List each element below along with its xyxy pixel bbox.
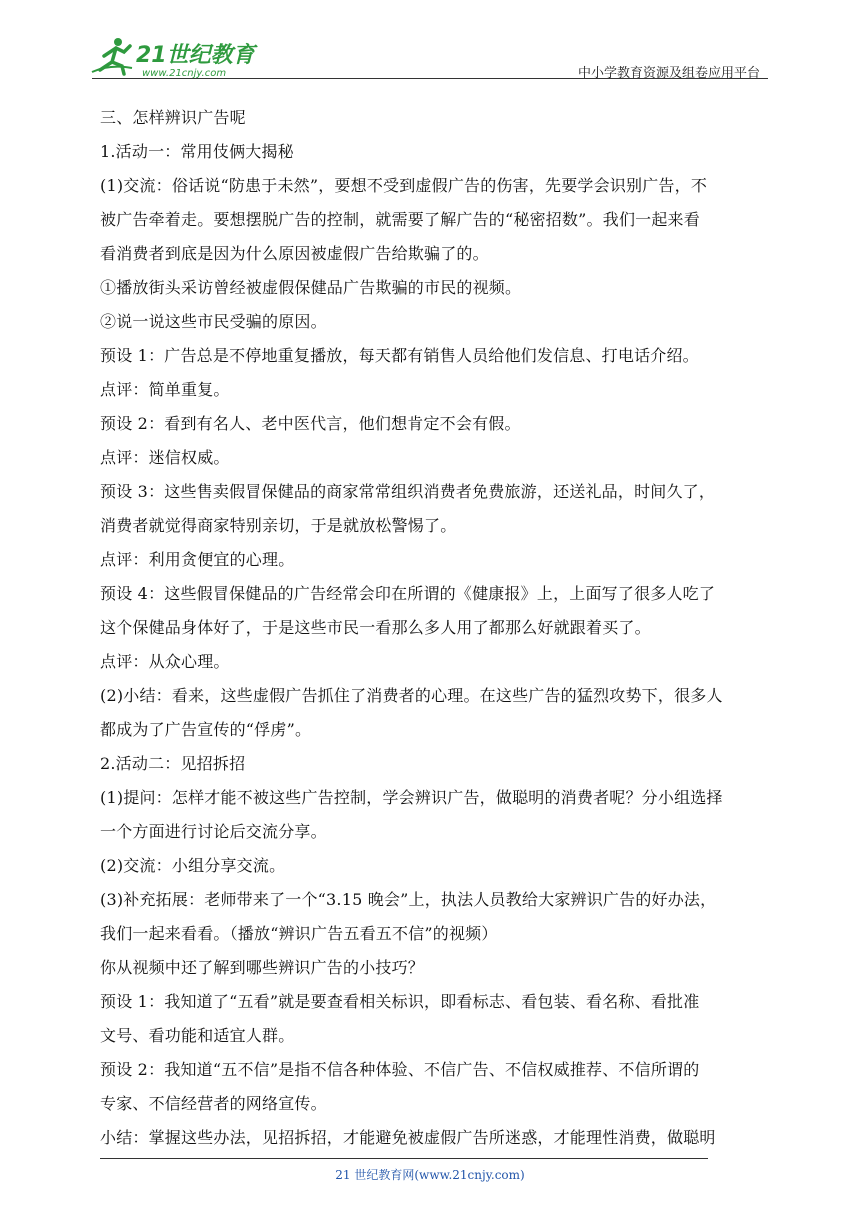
text-line: (3)补充拓展：老师带来了一个“3.15 晚会”上，执法人员教给大家辨识广告的好办法， — [100, 890, 717, 909]
text-line: 预设 1：广告总是不停地重复播放，每天都有销售人员给他们发信息、打电话介绍。 — [100, 346, 699, 365]
text-line: (1)提问：怎样才能不被这些广告控制，学会辨识广告，做聪明的消费者呢？分小组选择 — [100, 788, 723, 807]
platform-title: 中小学教育资源及组卷应用平台 — [577, 66, 760, 81]
header-divider — [92, 78, 768, 79]
text-line: 预设 4：这些假冒保健品的广告经常会印在所谓的《健康报》上，上面写了很多人吃了 — [100, 584, 716, 603]
text-line: 都成为了广告宣传的“俘虏”。 — [100, 720, 312, 739]
text-line: ②说一说这些市民受骗的原因。 — [100, 312, 327, 331]
text-line: 我们一起来看看。（播放“辨识广告五看五不信”的视频） — [100, 924, 498, 943]
text-line: 预设 3：这些售卖假冒保健品的商家常常组织消费者免费旅游，还送礼品，时间久了， — [100, 482, 716, 501]
text-line: 三、怎样辨识广告呢 — [100, 108, 246, 127]
footer-link[interactable]: 21 世纪教育网(www.21cnjy.com) — [335, 1168, 525, 1182]
text-line: 被广告牵着走。要想摆脱广告的控制，就需要了解广告的“秘密招数”。我们一起来看 — [100, 210, 700, 229]
text-line: 看消费者到底是因为什么原因被虚假广告给欺骗了的。 — [100, 244, 489, 263]
text-line: (2)交流：小组分享交流。 — [100, 856, 286, 875]
document-body — [100, 101, 764, 1155]
text-line: 预设 1：我知道了“五看”就是要查看相关标识，即看标志、看包装、看名称、看批准 — [100, 992, 700, 1011]
text-line: 点评：迷信权威。 — [100, 448, 230, 467]
text-line: ①播放街头采访曾经被虚假保健品广告欺骗的市民的视频。 — [100, 278, 522, 297]
text-line: 文号、看功能和适宜人群。 — [100, 1026, 295, 1045]
logo-text: 21世纪教育 — [136, 43, 255, 68]
text-line: 小结：掌握这些办法，见招拆招，才能避免被虚假广告所迷惑，才能理性消费，做聪明 — [100, 1128, 716, 1147]
text-line: 专家、不信经营者的网络宣传。 — [100, 1094, 327, 1113]
text-line: 预设 2：看到有名人、老中医代言，他们想肯定不会有假。 — [100, 414, 521, 433]
text-line: 2.活动二：见招拆招 — [100, 754, 246, 773]
text-line: 预设 2：我知道“五不信”是指不信各种体验、不信广告、不信权威推荐、不信所谓的 — [100, 1060, 700, 1079]
page-header — [90, 28, 770, 80]
text-line: 一个方面进行讨论后交流分享。 — [100, 822, 327, 841]
logo-url: www.21cnjy.com — [142, 68, 227, 79]
text-line: 点评：从众心理。 — [100, 652, 230, 671]
runner-icon — [92, 38, 132, 74]
text-line: 消费者就觉得商家特别亲切，于是就放松警惕了。 — [100, 516, 457, 535]
text-line: 点评：利用贪便宜的心理。 — [100, 550, 295, 569]
text-line: 这个保健品身体好了，于是这些市民一看那么多人用了都那么好就跟着买了。 — [100, 618, 651, 637]
text-line: 1.活动一：常用伎俩大揭秘 — [100, 142, 294, 161]
text-line: (2)小结：看来，这些虚假广告抓住了消费者的心理。在这些广告的猛烈攻势下，很多人 — [100, 686, 723, 705]
text-line: 点评：简单重复。 — [100, 380, 230, 399]
text-line: (1)交流：俗话说“防患于未然”，要想不受到虚假广告的伤害，先要学会识别广告，不 — [100, 176, 708, 195]
site-logo — [90, 34, 260, 80]
footer-divider — [100, 1158, 708, 1159]
text-line: 你从视频中还了解到哪些辨识广告的小技巧？ — [100, 958, 425, 977]
